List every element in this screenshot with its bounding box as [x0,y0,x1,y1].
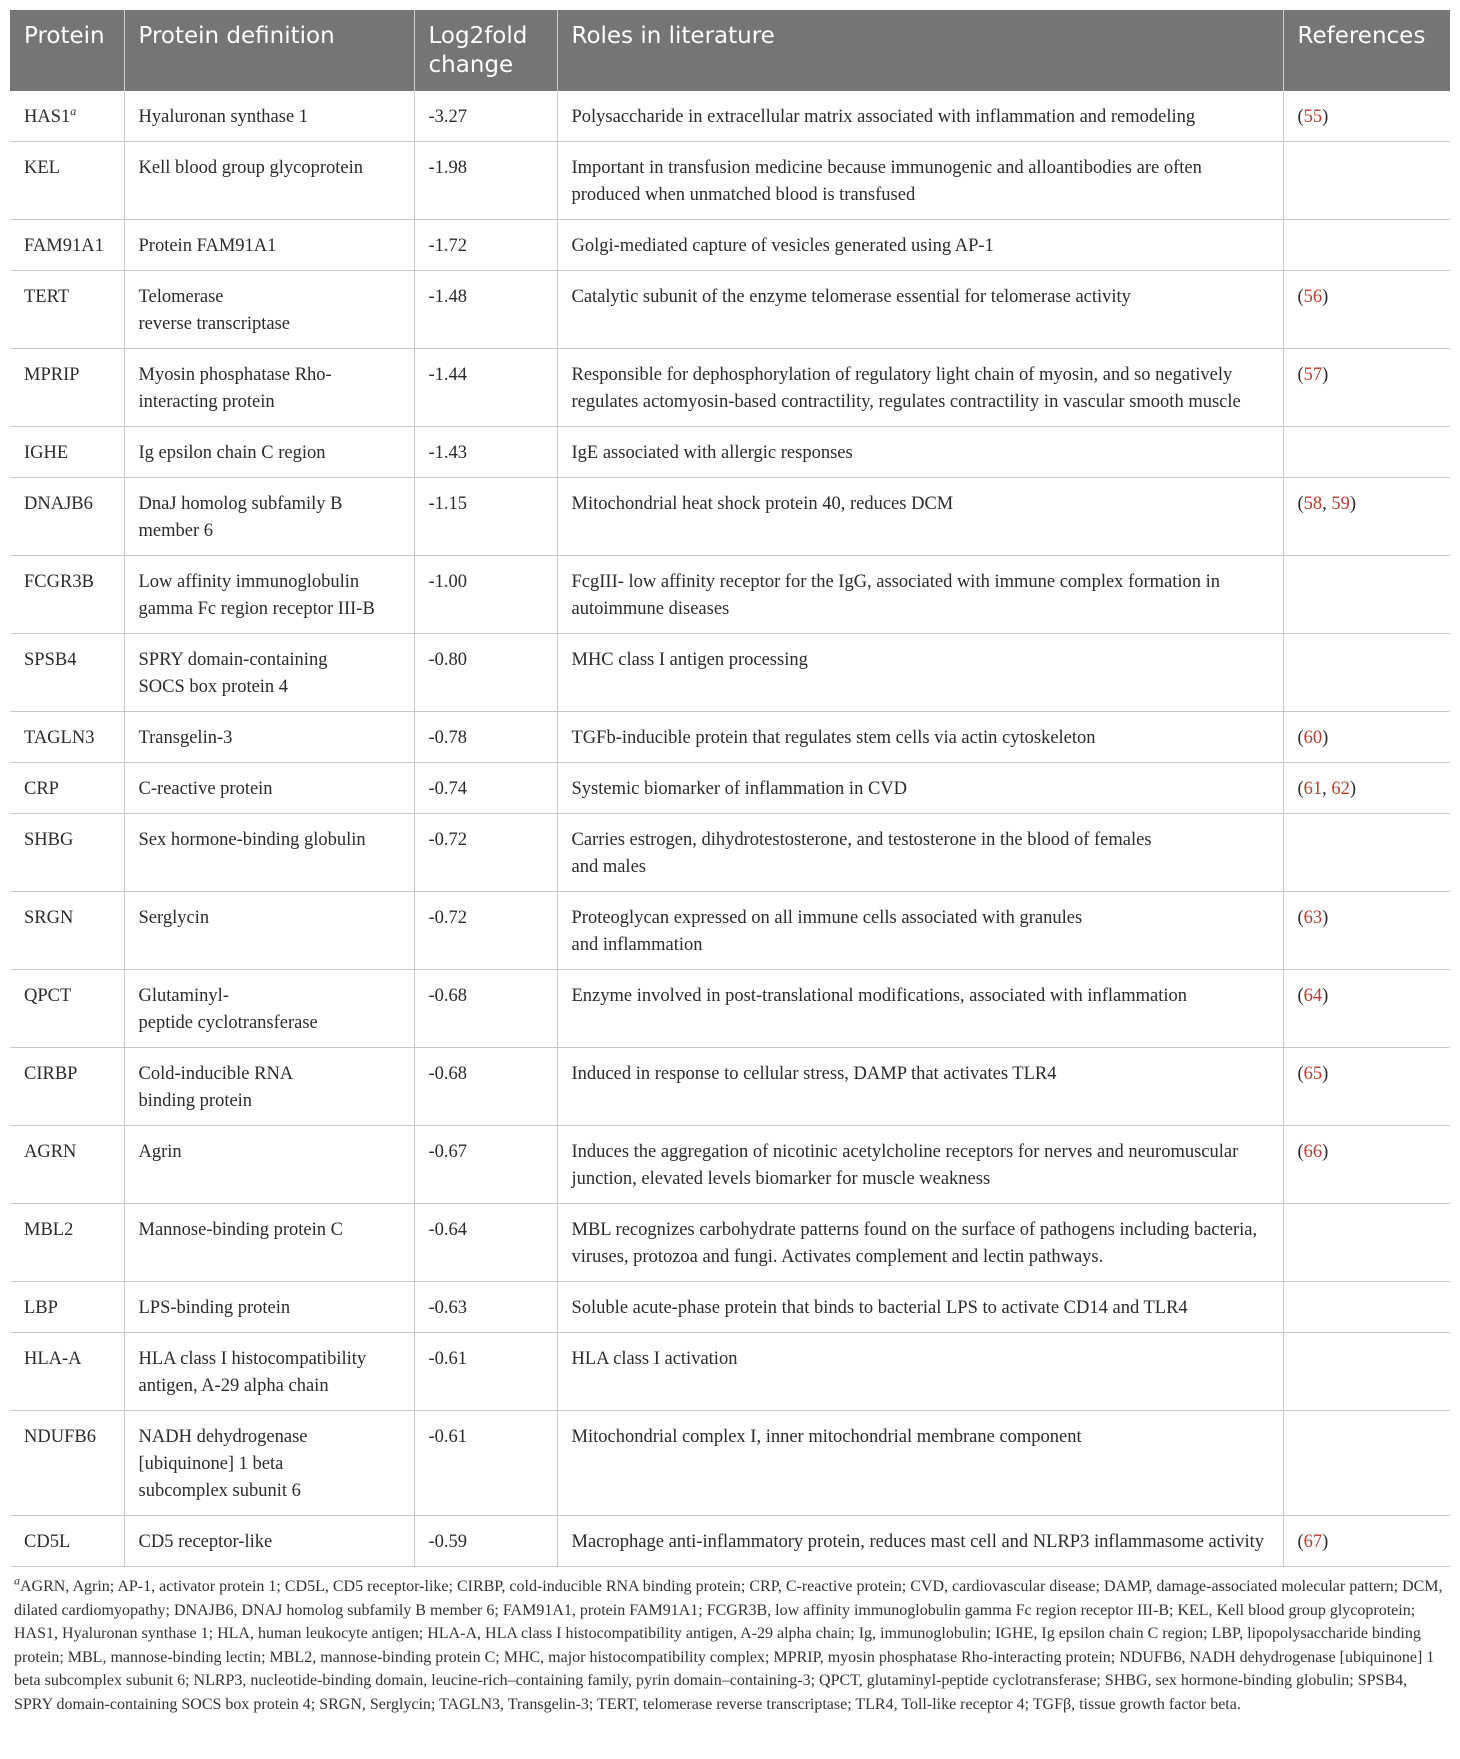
ref-paren: ( [1297,986,1304,1006]
table-row [10,1411,1450,1516]
cell-references [1283,1516,1450,1567]
cell-protein-text: TAGLN3 [24,728,95,748]
cell-protein-text: FAM91A1 [24,236,104,256]
cell-references [1283,1204,1450,1282]
reference-link[interactable]: 55 [1303,107,1323,127]
ref-paren: ( [1297,779,1304,799]
reference-link[interactable]: 56 [1303,287,1323,307]
cell-log2fold-change [414,220,557,271]
cell-log2fold-change-text: -1.43 [428,443,468,463]
reference-link[interactable]: 57 [1303,365,1323,385]
cell-log2fold-change-text: -0.63 [428,1298,468,1318]
cell-references [1283,814,1450,892]
table-row [10,1516,1450,1567]
cell-roles-in-literature [557,1411,1283,1516]
table-row [10,1333,1450,1411]
cell-protein [10,814,124,892]
table-row [10,1282,1450,1333]
table-row [10,91,1450,142]
cell-protein-definition-text: Cold-inducible RNA binding protein [138,1064,294,1111]
cell-protein [10,892,124,970]
cell-roles-in-literature-text: Polysaccharide in extracellular matrix associated with inflammation and remodeling [571,107,1196,127]
cell-protein-definition-text: Protein FAM91A1 [138,236,277,256]
cell-protein-footnote-marker: a [70,103,77,118]
cell-roles-in-literature-text: Proteoglycan expressed on all immune cells associated with granules and inflammation [571,908,1083,955]
cell-protein-definition-text: Hyaluronan synthase 1 [138,107,309,127]
ref-paren: ) [1322,908,1329,928]
cell-roles-in-literature [557,1204,1283,1282]
cell-protein-text: HLA-A [24,1349,82,1369]
cell-protein [10,1126,124,1204]
cell-references [1283,349,1450,427]
cell-protein-text: DNAJB6 [24,494,93,514]
cell-protein [10,1516,124,1567]
cell-protein-definition-text: Myosin phosphatase Rho- interacting protein [138,365,332,412]
cell-roles-in-literature-text: IgE associated with allergic responses [571,443,853,463]
cell-log2fold-change-text: -0.64 [428,1220,468,1240]
cell-protein [10,478,124,556]
reference-link[interactable]: 61 [1303,779,1323,799]
cell-protein-definition-text: Kell blood group glycoprotein [138,158,364,178]
cell-log2fold-change [414,1333,557,1411]
cell-log2fold-change-text: -0.72 [428,908,468,928]
cell-log2fold-change-text: -3.27 [428,107,468,127]
header-protein: Protein [10,10,124,91]
ref-paren: ) [1322,365,1329,385]
table-body [10,91,1450,1567]
cell-references [1283,142,1450,220]
footnote-marker: a [14,1573,20,1588]
cell-log2fold-change [414,349,557,427]
reference-link[interactable]: 58 [1303,494,1323,514]
cell-log2fold-change [414,970,557,1048]
cell-protein [10,271,124,349]
cell-protein-definition-text: DnaJ homolog subfamily B member 6 [138,494,343,541]
cell-roles-in-literature-text: Soluble acute-phase protein that binds to bacterial LPS to activate CD14 and TLR4 [571,1298,1188,1318]
ref-paren: ( [1297,908,1304,928]
cell-protein-definition-text: Mannose-binding protein C [138,1220,344,1240]
cell-protein-definition-text: SPRY domain-containing SOCS box protein 4 [138,650,328,697]
cell-protein-text: SPSB4 [24,650,77,670]
table-row [10,892,1450,970]
table-row [10,556,1450,634]
table-header-row [10,10,1450,91]
cell-protein-definition [124,814,414,892]
cell-roles-in-literature-text: MHC class I antigen processing [571,650,808,670]
cell-log2fold-change-text: -0.67 [428,1142,468,1162]
table-row [10,1204,1450,1282]
cell-roles-in-literature [557,970,1283,1048]
cell-protein-definition [124,1204,414,1282]
cell-roles-in-literature-text: MBL recognizes carbohydrate patterns found on the surface of pathogens including bacteria, viruses, protozoa and fungi. Activates complement and lectin pathways. [571,1220,1258,1267]
cell-protein-definition [124,970,414,1048]
header-roles-in-literature: Roles in literature [557,10,1283,91]
cell-roles-in-literature-text: TGFb-inducible protein that regulates stem cells via actin cytoskeleton [571,728,1096,748]
table-row [10,712,1450,763]
cell-log2fold-change-text: -0.59 [428,1532,468,1552]
cell-roles-in-literature-text: Enzyme involved in post-translational modifications, associated with inflammation [571,986,1188,1006]
cell-log2fold-change [414,271,557,349]
cell-protein-definition [124,427,414,478]
cell-protein-text: QPCT [24,986,72,1006]
cell-protein-text: TERT [24,287,70,307]
ref-paren: ) [1322,728,1329,748]
cell-references [1283,712,1450,763]
cell-references [1283,427,1450,478]
cell-references [1283,556,1450,634]
cell-log2fold-change-text: -1.15 [428,494,468,514]
cell-protein-definition [124,634,414,712]
ref-separator: , [1322,494,1332,514]
cell-log2fold-change [414,763,557,814]
cell-protein [10,220,124,271]
table-row [10,970,1450,1048]
cell-references [1283,271,1450,349]
cell-log2fold-change [414,814,557,892]
ref-paren: ( [1297,107,1304,127]
table-row [10,814,1450,892]
cell-protein-definition-text: C-reactive protein [138,779,273,799]
cell-roles-in-literature [557,1516,1283,1567]
cell-references [1283,970,1450,1048]
cell-protein-definition-text: CD5 receptor-like [138,1532,273,1552]
footnote-text: AGRN, Agrin; AP-1, activator protein 1; CD5L, CD5 receptor-like; CIRBP, cold-inducible RNA binding protein; CRP, C-reactive protein; CVD, cardiovascular disease; DAMP, damage-associated molecular pattern; DCM, dilated cardiomyopathy; DNAJB6, DNAJ homolog subfamily B member 6; FAM91A1, protein FAM91A1; FCGR3B, low affinity immunoglobulin gamma Fc region receptor III-B; KEL, Kell blood group glycoprotein; HAS1, Hyaluronan synthase 1; HLA, human leukocyte antigen; HLA-A, HLA class I histocompatibility antigen, A-29 alpha chain; Ig, immunoglobulin; IGHE, Ig epsilon chain C region; LBP, lipopolysaccharide binding protein; MBL, mannose-binding lectin; MBL2, mannose-binding protein C; MHC, major histocompatibility complex; MPRIP, myosin phosphatase Rho-interacting protein; NDUFB6, NADH dehydrogenase [ubiquinone] 1 beta subcomplex subunit 6; NLRP3, nucleotide-binding domain, leucine-rich–containing family, pyrin domain–containing-3; QPCT, glutaminyl-peptide cyclotransferase; SHBG, sex hormone-binding globulin; SPSB4, SPRY domain-containing SOCS box protein 4; SRGN, Serglycin; TAGLN3, Transgelin-3; TERT, telomerase reverse transcriptase; TLR4, Toll-like receptor 4; TGFβ, tissue growth factor beta. [14,1578,1443,1713]
ref-paren: ) [1349,494,1357,514]
ref-paren: ( [1297,287,1304,307]
cell-protein-text: SRGN [24,908,74,928]
cell-roles-in-literature-text: Catalytic subunit of the enzyme telomerase essential for telomerase activity [571,287,1131,307]
ref-paren: ( [1297,1142,1304,1162]
cell-roles-in-literature [557,142,1283,220]
cell-references [1283,892,1450,970]
cell-protein-text: HAS1 [24,107,71,127]
ref-paren: ) [1322,287,1329,307]
cell-protein-definition-text: Low affinity immunoglobulin gamma Fc region receptor III-B [138,572,375,619]
cell-roles-in-literature [557,271,1283,349]
cell-log2fold-change-text: -0.61 [428,1427,468,1447]
cell-protein [10,970,124,1048]
reference-link[interactable]: 66 [1303,1142,1323,1162]
cell-references [1283,1333,1450,1411]
ref-paren: ) [1322,1142,1329,1162]
cell-protein-definition-text: NADH dehydrogenase [ubiquinone] 1 beta subcomplex subunit 6 [138,1427,308,1501]
cell-protein [10,634,124,712]
table-row [10,634,1450,712]
ref-paren: ( [1297,1532,1304,1552]
cell-log2fold-change-text: -0.72 [428,830,468,850]
cell-protein [10,142,124,220]
table-row [10,142,1450,220]
cell-log2fold-change [414,427,557,478]
cell-roles-in-literature-text: FcgIII- low affinity receptor for the IgG, associated with immune complex formation in autoimmune diseases [571,572,1221,619]
table-row [10,271,1450,349]
cell-protein-definition-text: Transgelin-3 [138,728,233,748]
protein-table [10,10,1450,1567]
cell-roles-in-literature-text: Induced in response to cellular stress, DAMP that activates TLR4 [571,1064,1057,1084]
cell-protein-text: SHBG [24,830,74,850]
cell-protein-definition [124,763,414,814]
cell-protein-definition [124,1411,414,1516]
table-row [10,427,1450,478]
table-row [10,1048,1450,1126]
cell-log2fold-change [414,1516,557,1567]
cell-protein-definition-text: Glutaminyl- peptide cyclotransferase [138,986,318,1033]
cell-protein-definition [124,1282,414,1333]
cell-roles-in-literature-text: Carries estrogen, dihydrotestosterone, and testosterone in the blood of females and males [571,830,1152,877]
cell-protein [10,1411,124,1516]
cell-protein-definition-text: Ig epsilon chain C region [138,443,326,463]
cell-protein-text: AGRN [24,1142,77,1162]
cell-protein-definition-text: Serglycin [138,908,210,928]
cell-protein-definition [124,1126,414,1204]
cell-roles-in-literature [557,1282,1283,1333]
ref-paren: ) [1322,1532,1329,1552]
cell-protein-definition [124,478,414,556]
cell-log2fold-change-text: -0.74 [428,779,468,799]
reference-link[interactable]: 67 [1303,1532,1323,1552]
cell-log2fold-change [414,1126,557,1204]
cell-protein [10,1333,124,1411]
cell-references [1283,1411,1450,1516]
cell-protein-text: KEL [24,158,60,178]
cell-protein-definition [124,220,414,271]
cell-log2fold-change [414,712,557,763]
cell-protein-text: IGHE [24,443,69,463]
reference-link[interactable]: 64 [1303,986,1323,1006]
reference-link[interactable]: 62 [1331,779,1350,799]
cell-roles-in-literature [557,814,1283,892]
cell-protein-definition-text: Telomerase reverse transcriptase [138,287,291,334]
cell-references [1283,478,1450,556]
reference-link[interactable]: 63 [1303,908,1323,928]
cell-protein [10,712,124,763]
cell-log2fold-change [414,142,557,220]
ref-separator: , [1322,779,1332,799]
table-row [10,478,1450,556]
cell-log2fold-change-text: -1.72 [428,236,468,256]
cell-roles-in-literature-text: Responsible for dephosphorylation of regulatory light chain of myosin, and so negatively regulates actomyosin-based contractility, regulates contractility in vascular smooth muscle [571,365,1241,412]
cell-references [1283,763,1450,814]
cell-roles-in-literature [557,427,1283,478]
cell-protein [10,1282,124,1333]
cell-roles-in-literature [557,220,1283,271]
cell-protein-definition [124,271,414,349]
cell-protein [10,763,124,814]
header-log2fold-change: Log2fold change [414,10,557,91]
reference-link[interactable]: 60 [1303,728,1323,748]
cell-roles-in-literature [557,1126,1283,1204]
cell-roles-in-literature [557,712,1283,763]
cell-log2fold-change [414,1411,557,1516]
cell-protein-text: CIRBP [24,1064,78,1084]
cell-protein [10,1204,124,1282]
cell-roles-in-literature [557,1333,1283,1411]
table-row [10,220,1450,271]
cell-roles-in-literature-text: Mitochondrial complex I, inner mitochondrial membrane component [571,1427,1082,1447]
ref-paren: ) [1322,986,1329,1006]
cell-protein [10,91,124,142]
cell-log2fold-change-text: -0.61 [428,1349,468,1369]
cell-protein-definition [124,142,414,220]
ref-paren: ) [1322,1064,1329,1084]
ref-paren: ( [1297,1064,1304,1084]
cell-protein-text: CD5L [24,1532,71,1552]
cell-protein-text: FCGR3B [24,572,94,592]
cell-log2fold-change-text: -1.00 [428,572,468,592]
cell-roles-in-literature-text: Systemic biomarker of inflammation in CVD [571,779,908,799]
ref-paren: ) [1322,107,1329,127]
cell-log2fold-change-text: -0.80 [428,650,468,670]
ref-paren: ( [1297,494,1304,514]
cell-roles-in-literature [557,634,1283,712]
cell-protein-text: MPRIP [24,365,80,385]
cell-roles-in-literature-text: Mitochondrial heat shock protein 40, reduces DCM [571,494,954,514]
cell-protein [10,427,124,478]
table-footnote [10,1567,1450,1716]
cell-references [1283,1282,1450,1333]
cell-log2fold-change-text: -0.68 [428,1064,468,1084]
ref-paren: ) [1349,779,1357,799]
cell-protein-text: MBL2 [24,1220,74,1240]
cell-roles-in-literature [557,91,1283,142]
cell-roles-in-literature [557,763,1283,814]
cell-log2fold-change [414,556,557,634]
cell-protein-definition [124,712,414,763]
header-protein-definition: Protein definition [124,10,414,91]
cell-protein-text: LBP [24,1298,58,1318]
cell-roles-in-literature [557,1048,1283,1126]
cell-protein-definition [124,556,414,634]
cell-roles-in-literature-text: HLA class I activation [571,1349,738,1369]
cell-roles-in-literature-text: Important in transfusion medicine because immunogenic and alloantibodies are often produced when unmatched blood is transfused [571,158,1202,205]
cell-roles-in-literature-text: Macrophage anti-inflammatory protein, reduces mast cell and NLRP3 inflammasome activity [571,1532,1265,1552]
cell-log2fold-change [414,892,557,970]
cell-log2fold-change [414,1204,557,1282]
cell-references [1283,220,1450,271]
cell-protein [10,349,124,427]
cell-protein [10,556,124,634]
cell-references [1283,91,1450,142]
table-row [10,1126,1450,1204]
cell-roles-in-literature [557,349,1283,427]
ref-paren: ( [1297,365,1304,385]
table-row [10,349,1450,427]
cell-roles-in-literature [557,556,1283,634]
cell-references [1283,1048,1450,1126]
cell-log2fold-change-text: -0.68 [428,986,468,1006]
cell-log2fold-change-text: -1.44 [428,365,468,385]
cell-protein-definition-text: LPS-binding protein [138,1298,291,1318]
cell-log2fold-change [414,91,557,142]
cell-protein-text: NDUFB6 [24,1427,96,1447]
cell-log2fold-change [414,1048,557,1126]
cell-roles-in-literature-text: Induces the aggregation of nicotinic acetylcholine receptors for nerves and neuromuscular junction, elevated levels biomarker for muscle weakness [571,1142,1239,1189]
cell-protein [10,1048,124,1126]
cell-protein-definition [124,1516,414,1567]
cell-roles-in-literature [557,892,1283,970]
cell-protein-definition [124,349,414,427]
cell-protein-definition-text: Sex hormone-binding globulin [138,830,366,850]
cell-protein-definition [124,91,414,142]
cell-protein-definition [124,1048,414,1126]
header-references: References [1283,10,1450,91]
cell-log2fold-change [414,1282,557,1333]
protein-table-container [10,10,1450,1716]
cell-log2fold-change-text: -0.78 [428,728,468,748]
cell-protein-definition-text: HLA class I histocompatibility antigen, A-29 alpha chain [138,1349,367,1396]
reference-link[interactable]: 65 [1303,1064,1323,1084]
cell-log2fold-change [414,478,557,556]
ref-paren: ( [1297,728,1304,748]
cell-log2fold-change-text: -1.98 [428,158,468,178]
cell-protein-definition [124,1333,414,1411]
cell-log2fold-change-text: -1.48 [428,287,468,307]
cell-references [1283,634,1450,712]
cell-roles-in-literature-text: Golgi-mediated capture of vesicles generated using AP-1 [571,236,994,256]
cell-references [1283,1126,1450,1204]
cell-protein-definition [124,892,414,970]
cell-protein-text: CRP [24,779,59,799]
cell-protein-definition-text: Agrin [138,1142,182,1162]
table-row [10,763,1450,814]
cell-log2fold-change [414,634,557,712]
cell-roles-in-literature [557,478,1283,556]
reference-link[interactable]: 59 [1331,494,1350,514]
